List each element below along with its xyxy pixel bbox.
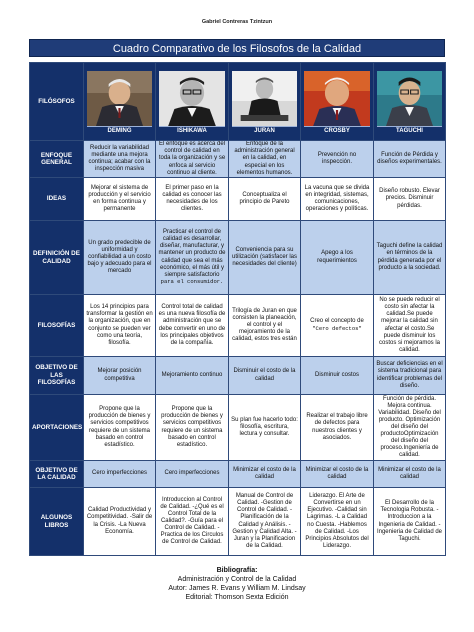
cell-deming: Mejorar posición competitiva [84,357,156,395]
bibliography-publisher: Editorial: Thomson Sexta Edición [185,594,289,601]
bibliography [0,566,474,602]
row-label: ALGUNOS LIBROS [30,488,84,556]
cell-extra-text: "Cero defectos" [312,324,362,332]
cell-juran: Enfoque de la administración general en la calidad, en especial en los elementos humanos. [229,141,301,178]
philosopher-taguchi [374,63,446,141]
philosopher-ishikawa [156,63,229,141]
author-name: Gabriel Contreras Tzintzun [201,19,273,25]
row-label: OBJETIVO DE LA CALIDAD [30,461,84,488]
row-ideas [30,178,446,221]
cell-crosby: Disminuir costos [301,357,374,395]
portrait-crosby [304,71,370,127]
cell-deming: Un grado predecible de uniformidad y confiabilidad a un costo bajo y adecuado para el mercado [84,221,156,295]
cell-taguchi: Buscar deficiencias en el sistema tradicional para identificar problemas del diseño. [374,357,446,395]
bibliography-authors: Autor: James R. Evans y William M. Lindsay [168,585,306,592]
cell-crosby: Liderazgo. El Arte de Convertirse en un Ejecutivo. -Calidad sin Lagrimas. -L a Calidad no Cuesta. -Hablemos de Calidad. -Los Principios Absolutos del Liderazgo. [301,488,374,556]
cell-taguchi: El Desarrollo de la Tecnologia Robusta. -Introduccion a la Ingenieria de Calidad. -Ingenieria de Calidad de Taguchi. [374,488,446,556]
cell-deming: Propone que la producción de bienes y servicios competitivos requiere de un sistema basado en control estadístico. [84,395,156,461]
cell-juran: Conveniencia para su utilización (satisfacer las necesidades del cliente) [229,221,301,295]
cell-taguchi: Función de Pérdida y diseños experimentales. [374,141,446,178]
cell-ishikawa: Introduccion al Control de Calidad. -¿Qué es el Control Total de la Calidad?. -Guía para el Control de Calidad. -Practica de los Circulos de Control de Calidad. [156,488,229,556]
portrait-ishikawa [159,71,225,127]
cell-juran: Su plan fue hacerlo todo: filosofía, escritura, lectura y consultar. [229,395,301,461]
cell-juran: Minimizar el costo de la calidad [229,461,301,488]
page-title: Cuadro Comparativo de los Filosofos de la Calidad [29,39,445,57]
cell-juran: Disminuir el costo de la calidad [229,357,301,395]
row-aportaciones [30,395,446,461]
row-objetivo-calidad [30,461,446,488]
philosopher-name: DEMING [87,126,152,135]
cell-deming: Cero imperfecciones [84,461,156,488]
philosopher-name: CROSBY [304,126,370,135]
row-enfoque-general [30,141,446,178]
cell-deming: Reducir la variabilidad mediante una mejora continua; acabar con la inspección masiva [84,141,156,178]
cell-taguchi: Diseño robusto. Elevar precios. Disminuir pérdidas. [374,178,446,221]
cell-crosby: Apego a los requerimientos [301,221,374,295]
cell-ishikawa: Cero imperfecciones [156,461,229,488]
cell-extra-text: para el consumidor. [160,277,224,285]
philosopher-deming [84,63,156,141]
philosopher-name: JURAN [232,126,297,135]
row-filosofias [30,295,446,357]
cell-taguchi: Taguchi define la calidad en términos de la pérdida generada por el producto a la sociedad. [374,221,446,295]
cell-deming: Los 14 principios para transformar la gestión en la organización, que en conjunto se pueden ver como una teoría, filosofía. [84,295,156,357]
cell-ishikawa [156,221,229,295]
cell-crosby [301,295,374,357]
philosophers-row [30,63,446,141]
cell-juran: Trilogía de Juran en que consisten la planeación, el control y el mejoramiento de la calidad, estos tres están [229,295,301,357]
cell-ishikawa: El primer paso en la calidad es conocer las necesidades de los clientes. [156,178,229,221]
row-label: FILOSOFÍAS [30,295,84,357]
philosopher-juran [229,63,301,141]
bibliography-book: Administración y Control de la Calidad [177,576,297,583]
bibliography-title: Bibliografía: [216,567,258,574]
cell-juran: Manual de Control de Calidad. -Gestion de Control de Calidad. -Planificación de la Calidad y Análisis. -Gestion y Calidad Alta. -Juran y la Planificacion de la Calidad. [229,488,301,556]
philosopher-crosby [301,63,374,141]
philosopher-name: TAGUCHI [377,126,442,135]
row-definicion-calidad [30,221,446,295]
cell-crosby: Prevención no inspección. [301,141,374,178]
row-label: APORTACIONES [30,395,84,461]
cell-text: Practicar el control de calidad es desarrollar, diseñar, manufacturar, y mantener un producto de calidad que sea el más económico, el más útil y siempre satisfactorio [158,229,226,278]
cell-ishikawa: Control total de calidad es una nueva filosofía de administración que se debe convertir en uno de los principales objetivos de la compañía. [156,295,229,357]
cell-taguchi: Minimizar el costo de la calidad [374,461,446,488]
cell-ishikawa: Propone que la producción de bienes y servicios competitivos requiere de un sistema basado en control estadístico. [156,395,229,461]
cell-ishikawa: El enfoque es acerca del control de calidad en toda la organización y se enfoca al servicio continuo al cliente. [156,141,229,178]
cell-crosby: Minimizar el costo de la calidad [301,461,374,488]
cell-crosby: Realizar el trabajo libre de defectos para nuestros clientes y asociados. [301,395,374,461]
cell-text: Creo el concepto de [310,318,364,325]
cell-deming: Mejorar el sistema de producción y el servicio en forma continua y permanente [84,178,156,221]
row-label: OBJETIVO DE LAS FILOSOFÍAS [30,357,84,395]
portrait-taguchi [377,71,442,127]
cell-crosby: La vacuna que se divida en integridad, sistemas, comunicaciones, operaciones y políticas. [301,178,374,221]
cell-ishikawa: Mejoramiento continuo [156,357,229,395]
cell-taguchi: Función de pérdida. Mejora continua. Variabilidad. Diseño del producto. Optimización del diseño del productoOptimización del diseño del proceso.Ingeniería de calidad. [374,395,446,461]
comparison-table [29,62,446,556]
philosopher-name: ISHIKAWA [159,126,225,135]
portrait-deming [87,71,152,127]
cell-taguchi: No se puede reducir el costo sin afectar la calidad.Se puede mejorar la calidad sin afectar el costo.Se puede disminuir los costos si mejoramos la calidad. [374,295,446,357]
row-label: ENFOQUE GENERAL [30,141,84,178]
portrait-juran [232,71,297,127]
row-label: DEFINICIÓN DE CALIDAD [30,221,84,295]
row-algunos-libros [30,488,446,556]
cell-deming: Calidad Productividad y Competitividad. -Salir de la Crisis. -La Nueva Economía. [84,488,156,556]
cell-juran: Conceptualiza el principio de Pareto [229,178,301,221]
row-objetivo-filosofias [30,357,446,395]
row-label-filosofos: FILÓSOFOS [30,63,84,141]
row-label: IDEAS [30,178,84,221]
